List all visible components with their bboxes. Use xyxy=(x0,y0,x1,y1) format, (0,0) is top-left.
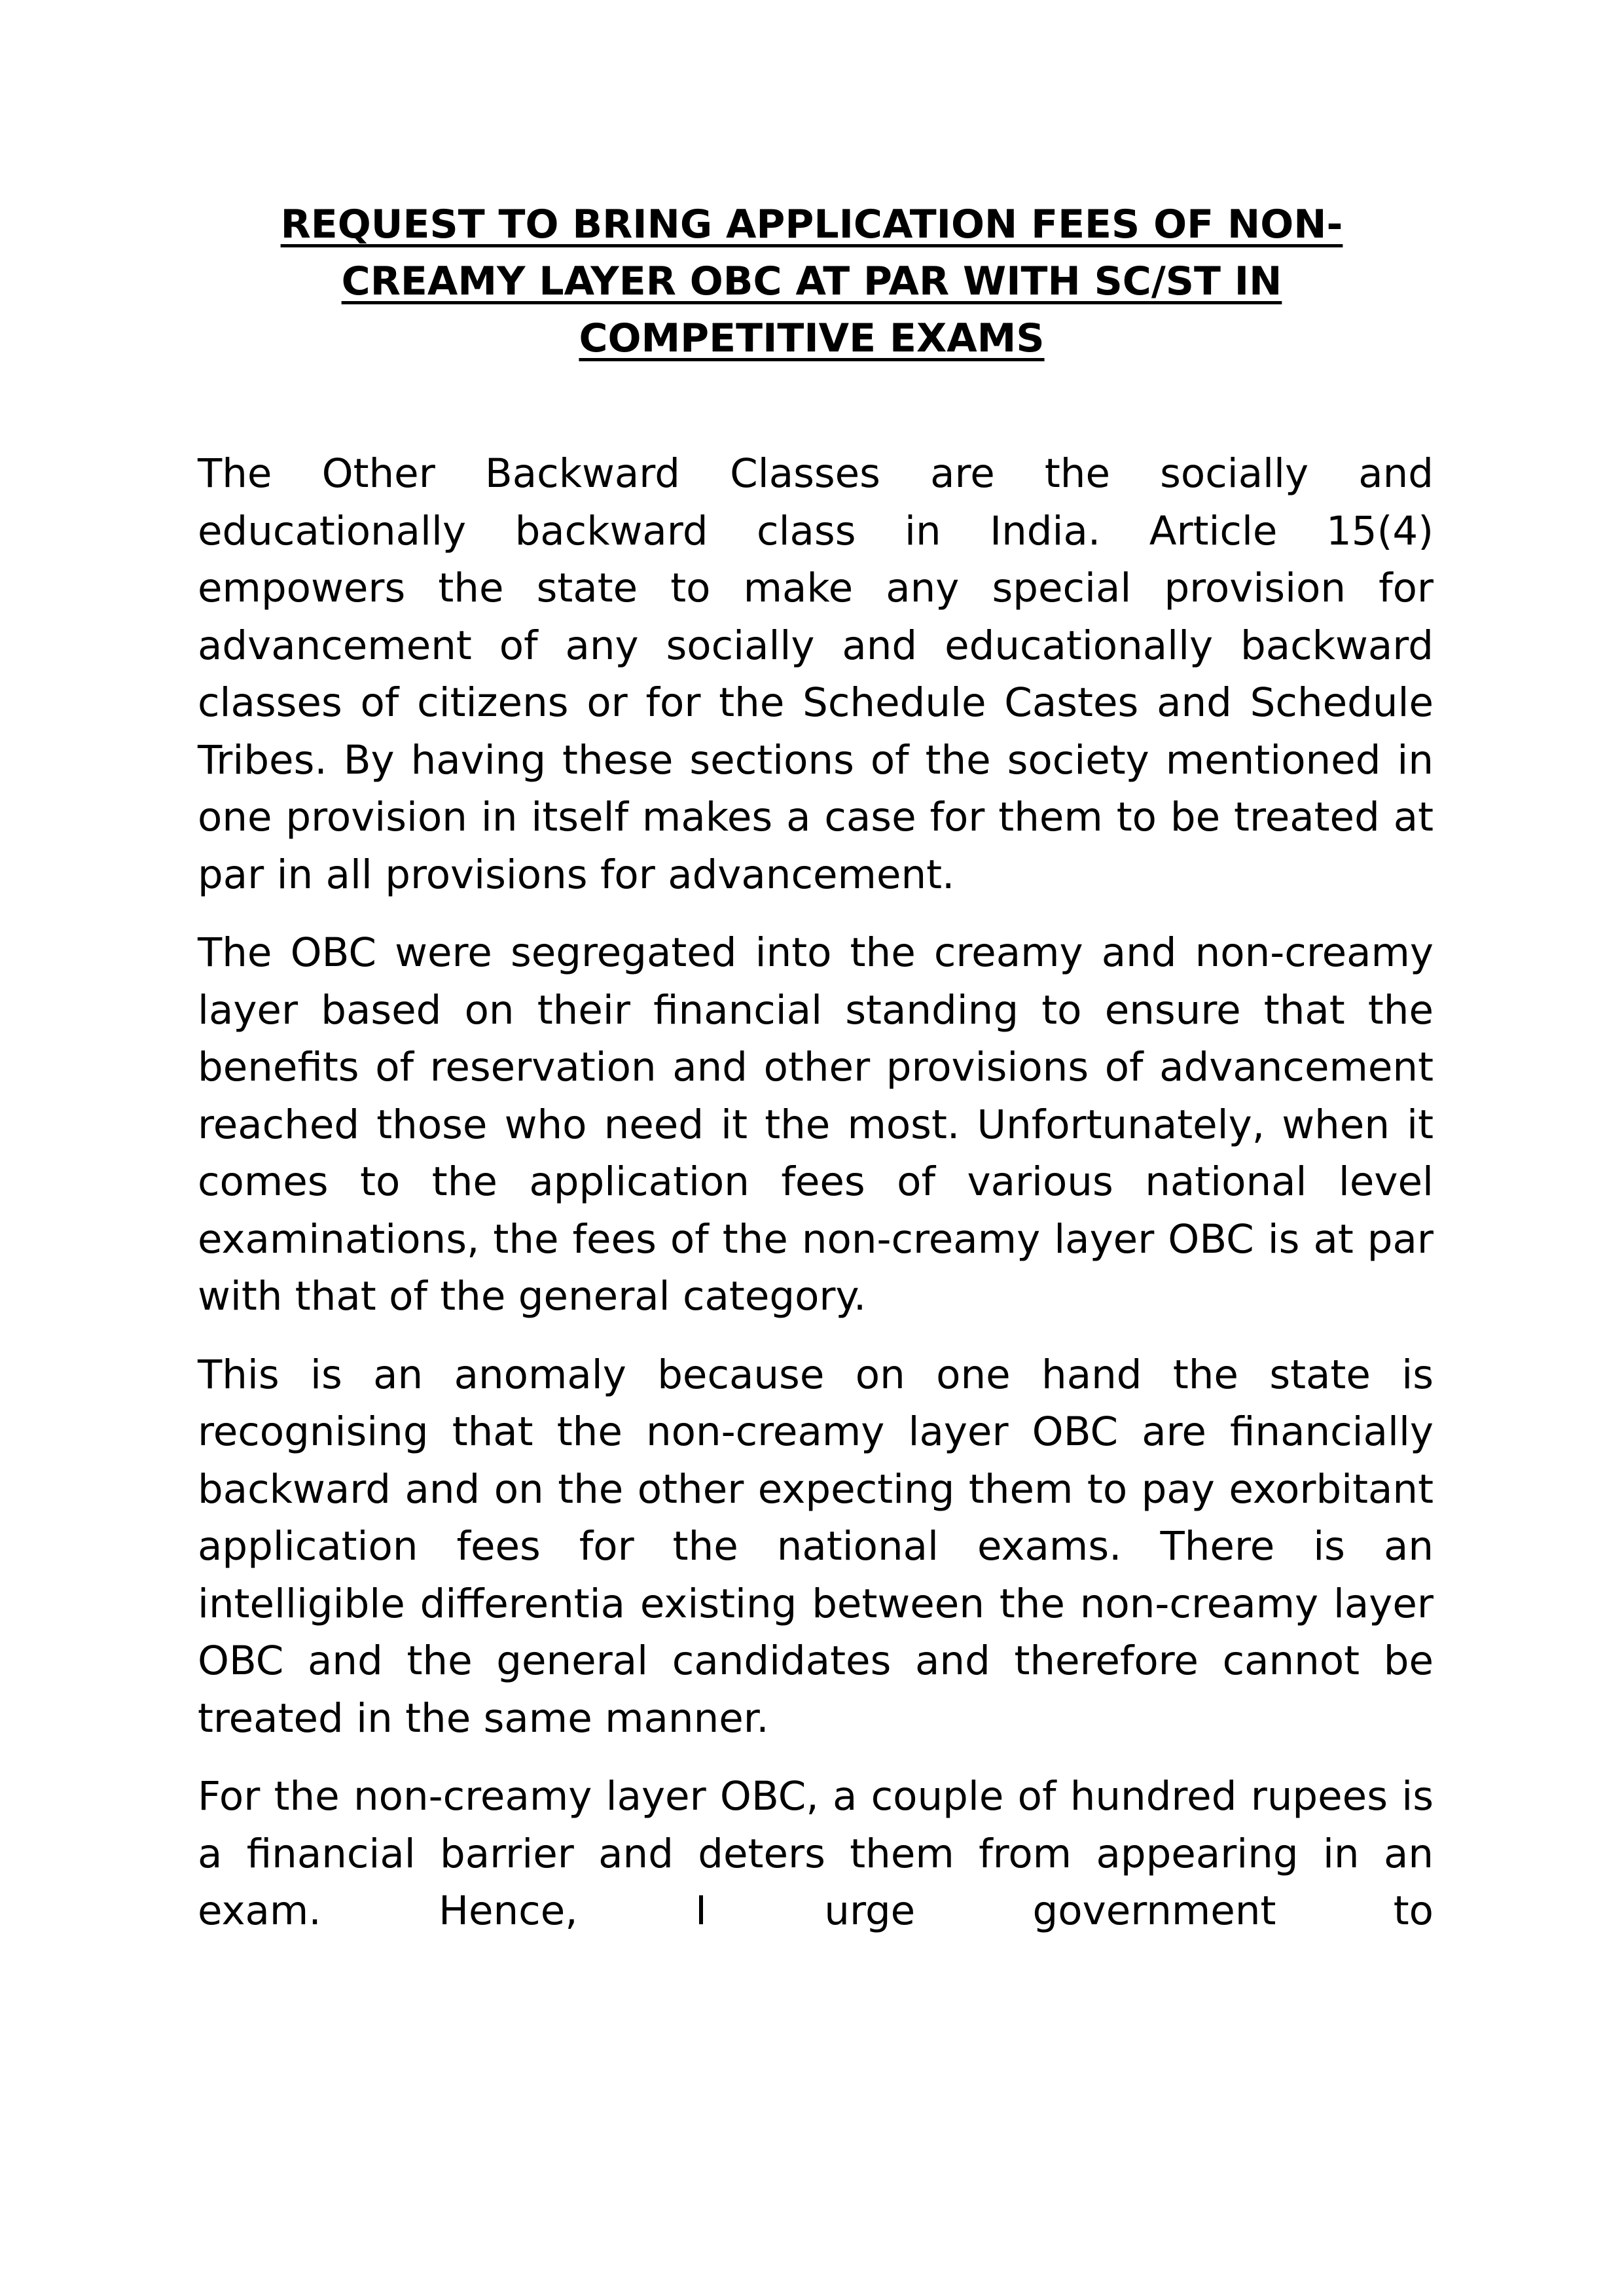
paragraph: For the non-creamy layer OBC, a couple of hundred rupees is a financial barrier and deters them from appearing in an exam. Hence, I urge government to xyxy=(198,1773,1434,1934)
document-body xyxy=(198,445,1434,1961)
paragraph: The Other Backward Classes are the socially and educationally backward class in India. Article 15(4) empowers the state to make any special provision for advancement of any socially and educationally backward classes of citizens or for the Schedule Castes and Schedule Tribes. By having these sections of the society mentioned in one provision in itself makes a case for them to be treated at par in all provisions for advancement. xyxy=(198,450,1434,898)
title-line: CREAMY LAYER OBC AT PAR WITH SC/ST IN xyxy=(341,259,1282,304)
paragraph: This is an anomaly because on one hand the state is recognising that the non-creamy layer OBC are financially backward and on the other expecting them to pay exorbitant application fees for the national exams. There is an intelligible differentia existing between the non-creamy layer OBC and the general candidates and therefore cannot be treated in the same manner. xyxy=(198,1351,1434,1742)
title-line: COMPETITIVE EXAMS xyxy=(579,315,1045,361)
title-line: REQUEST TO BRING APPLICATION FEES OF NON- xyxy=(280,202,1343,247)
document-title xyxy=(196,196,1427,367)
paragraph: The OBC were segregated into the creamy and non-creamy layer based on their financial standing to ensure that the benefits of reservation and other provisions of advancement reached those who need it the most. Unfortunately, when it comes to the application fees of various national level examinations, the fees of the non-creamy layer OBC is at par with that of the general category. xyxy=(198,929,1434,1319)
